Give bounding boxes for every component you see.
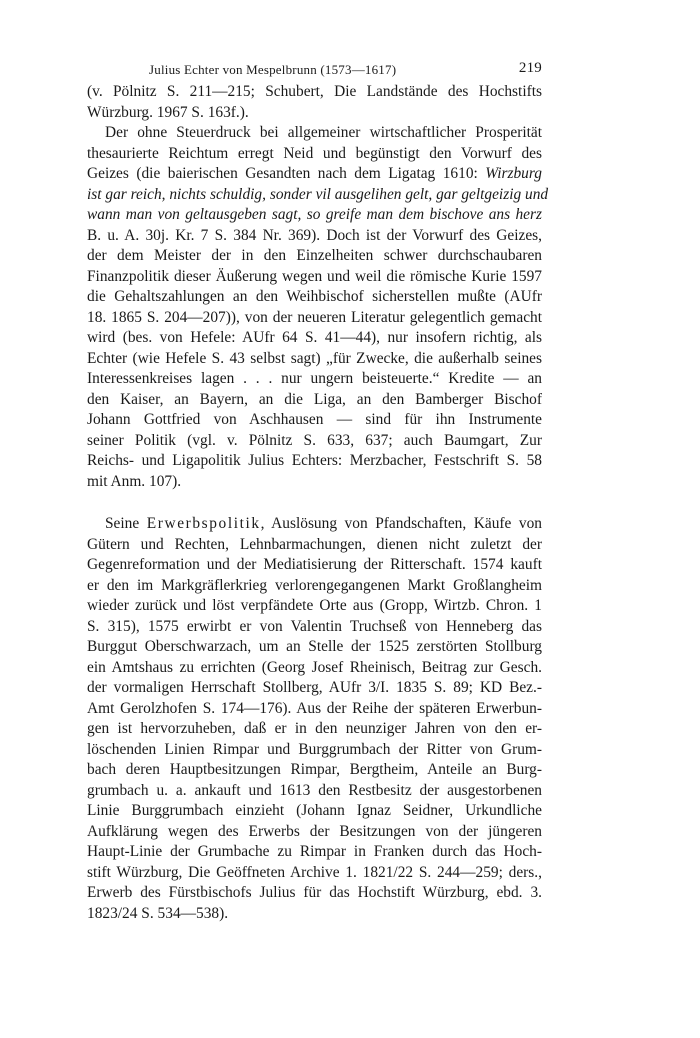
paragraph-erwerbspolitik [87,514,542,924]
page [87,60,549,924]
text-segment: Interessenkreises lagen . . . nur ungern beisteuerte.“ Kredite — an [87,370,542,387]
text-line [87,699,542,720]
text-segment: Gegenreformation und der Mediatisierung der Ritterschaft. 1574 kauft [87,556,542,573]
text-segment: grumbach u. a. ankauft und 1613 den Restbesitz der ausgestorbenen [87,781,542,799]
text-segment: ein Amtshaus zu errichten (Georg Josef Rheinisch, Beitrag zur Gesch. [87,658,542,676]
text-line [87,740,542,761]
text-line [87,863,542,884]
text-segment: den Kaiser, an Bayern, an die Liga, an den Bamberger Bischof [87,390,542,408]
text-line [87,164,542,185]
text-line [87,576,542,597]
text-line [87,82,542,103]
text-line [87,781,542,802]
text-segment: S. 315), 1575 erwirbt er von Valentin Truchseß von Henneberg das [87,617,542,635]
spaced-emphasis-segment: Erwerbspolitik [146,515,261,532]
text-line [87,103,542,124]
paragraph-gap [87,492,542,514]
text-line [87,287,542,308]
text-segment: er den im Markgräflerkrieg verlorengegangenen Markt Großlangheim [87,576,542,594]
text-segment: der vormaligen Herrschaft Stollberg, AUfr 3/I. 1835 S. 89; KD Bez.- [87,679,542,696]
running-head [87,60,542,82]
text-segment: Aufklärung wegen des Erwerbs der Besitzungen von der jüngeren [87,822,542,840]
page-number: 219 [518,60,542,76]
text-line [87,123,542,144]
text-line [87,883,542,904]
text-line [87,472,542,493]
text-segment: wieder zurück und löst verpfändete Orte aus (Gropp, Wirtzb. Chron. 1 [87,597,542,614]
text-line [87,637,542,658]
text-segment: stift Würzburg, Die Geöffneten Archive 1. 1821/22 S. 244—259; ders., [87,863,542,881]
text-line [87,514,542,535]
text-segment: löschenden Linien Rimpar und Burggrumbach der Ritter von Grum- [87,740,542,758]
italic-quote-segment: ist gar reich, nichts schuldig, sonder vil ausgelihen gelt, gar geltgeizig und [87,185,549,203]
text-segment: mit Anm. 107). [87,472,182,490]
text-segment: Burggut Oberschwarzach, um an Stelle der 1525 zerstörten Stollburg [87,638,542,655]
text-line [87,658,542,679]
text-line [87,555,542,576]
text-segment: Haupt-Linie der Grumbache zu Rimpar in Franken durch das Hoch- [87,843,542,860]
text-segment: Linie Burggrumbach einzieht (Johann Ignaz Seidner, Urkundliche [87,802,542,819]
text-segment: thesaurierte Reichtum erregt Neid und begünstigt den Vorwurf des [87,144,542,162]
text-segment: Reichs- und Ligapolitik Julius Echters: Merzbacher, Festschrift S. 58 [87,452,542,469]
text-segment: Der ohne Steuerdruck bei allgemeiner wirtschaftlicher Prosperität [105,124,542,141]
text-segment: 18. 1865 S. 204—207)), von der neueren Literatur gelegentlich gemacht [87,308,542,326]
text-line [87,801,542,822]
text-line [87,205,542,226]
text-line [87,842,542,863]
text-segment: Finanzpolitik dieser Äußerung wegen und weil die römische Kurie 1597 [87,267,542,285]
text-line [87,678,542,699]
text-segment: B. u. A. 30j. Kr. 7 S. 384 Nr. 369). Doch ist der Vorwurf des Geizes, [87,226,542,244]
text-segment: , Auslösung von Pfandschaften, Käufe von [260,515,542,532]
text-line [87,904,542,925]
italic-quote-segment: Wirzburg [485,165,542,182]
text-segment: Gütern und Rechten, Lehnbarmachungen, dienen nicht zuletzt der [87,535,542,553]
italic-quote-segment: wann man von geltausgeben sagt, so greife man dem bischove ans herz [87,206,542,223]
text-segment: (v. Pölnitz S. 211—215; Schubert, Die Landstände des Hochstifts [87,83,542,100]
text-segment: seiner Politik (vgl. v. Pölnitz S. 633, 637; auch Baumgart, Zur [87,431,542,449]
text-segment: Würzburg. 1967 S. 163f.). [87,103,249,121]
text-line [87,719,542,740]
text-line [87,328,542,349]
text-segment: Echter (wie Hefele S. 43 selbst sagt) „für Zwecke, die außerhalb seines [87,349,542,367]
text-line [87,349,542,370]
text-line [87,617,542,638]
text-line [87,226,542,247]
text-segment: wird (bes. von Hefele: AUfr 64 S. 41—44), nur insofern richtig, als [87,329,542,346]
text-segment: Erwerb des Fürstbischofs Julius für das Hochstift Würzburg, ebd. 3. [87,884,542,901]
text-line [87,760,542,781]
text-line [87,596,542,617]
text-line [87,431,542,452]
running-title: Julius Echter von Mespelbrunn (1573—1617) [149,62,397,77]
text-line [87,369,542,390]
text-segment: Amt Gerolzhofen S. 174—176). Aus der Reihe der späteren Erwerbun- [87,699,542,717]
text-segment: Johann Gottfried von Aschhausen — sind für ihn Instrumente [87,411,542,428]
text-line [87,308,542,329]
text-line [87,390,542,411]
text-line [87,535,542,556]
text-segment: gen ist hervorzuheben, daß er in den neunziger Jahren von den er- [87,720,542,737]
text-line [87,144,542,165]
text-line [87,451,542,472]
text-segment: der dem Meister der in den Einzelheiten schwer durchschaubaren [87,247,542,264]
text-line [87,822,542,843]
text-segment: die Gehaltszahlungen an den Weihbischof sicherstellen mußte (AUfr [87,288,542,305]
text-line [87,246,542,267]
text-line [87,185,549,206]
text-segment: bach deren Hauptbesitzungen Rimpar, Bergtheim, Anteile an Burg- [87,761,542,778]
text-segment: Seine [105,515,147,532]
paragraph-steuer-geiz [87,82,549,492]
text-line [87,410,542,431]
text-line [87,267,542,288]
text-segment: Geizes (die baierischen Gesandten nach dem Ligatag 1610: [87,165,486,182]
text-segment: 1823/24 S. 534—538). [87,904,229,922]
